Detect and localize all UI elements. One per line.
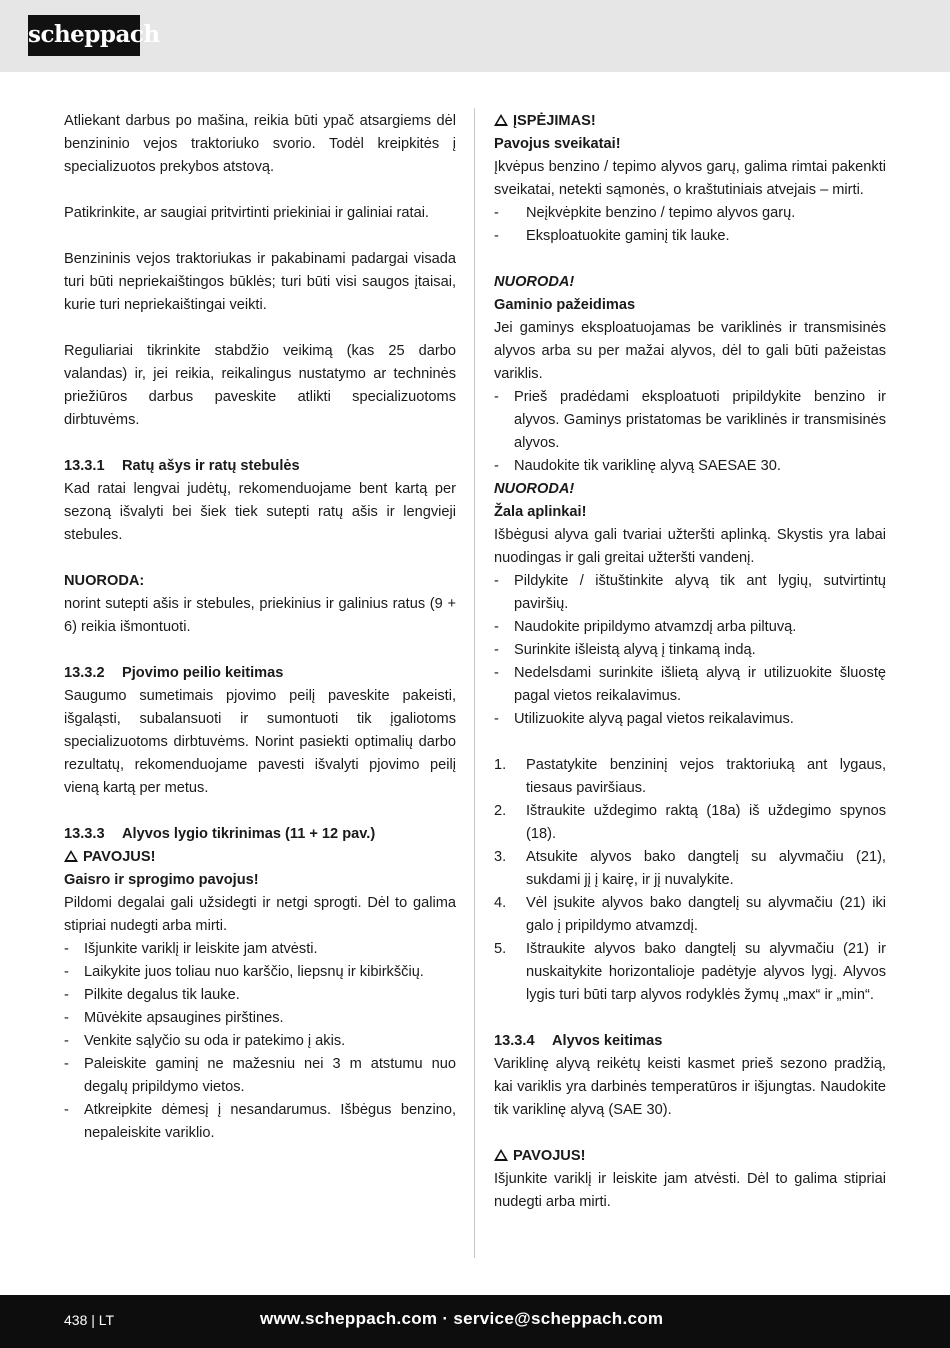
note-label: NUORODA! [494,274,575,290]
list-item: - Neįkvėpkite benzino / tepimo alyvos garų. [494,202,886,225]
section-heading-13-3-4: 13.3.4 Alyvos keitimas [494,1033,663,1049]
note-text: norint sutepti ašis ir stebules, priekinius ir galinius ratus (9 + 6) reikia išmontuoti. [64,596,456,635]
list-item: - Naudokite pripildymo atvamzdį arba piltuvą. [494,616,886,639]
danger-text: Išjunkite variklį ir leiskite jam atvėsti. Dėl to galima stipriai nudegti arba mirti. [494,1171,886,1210]
list-item: - Paleiskite gaminį ne mažesniu nei 3 m atstumu nuo degalų pripildymo vietos. [64,1053,456,1099]
page-header [0,0,950,72]
list-item: - Laikykite juos toliau nuo karščio, liepsnų ir kibirkščių. [64,961,456,984]
step-item: 1. Pastatykite benzininį vejos traktoriuką ant lygaus, tiesaus paviršiaus. [494,757,886,796]
footer-contact-links: www.scheppach.com · service@scheppach.com [260,1309,664,1328]
list-item: - Mūvėkite apsaugines pirštines. [64,1007,456,1030]
danger-title: Gaisro ir sprogimo pavojus! [64,872,259,888]
list-item: - Pilkite degalus tik lauke. [64,984,456,1007]
paragraph: Kad ratai lengvai judėtų, rekomenduojame bent kartą per sezoną išvalyti bei šiek tiek sutepti ratų ašis ir lengvieji stebules. [64,481,456,543]
note-label: NUORODA! [494,481,575,497]
section-heading-13-3-1: 13.3.1 Ratų ašys ir ratų stebulės [64,458,300,474]
note-title: Žala aplinkai! [494,504,587,520]
danger-text: Pildomi degalai gali užsidegti ir netgi sprogti. Dėl to galima stipriai nudegti arba mirti. [64,895,456,934]
scheppach-logo: scheppach [28,15,140,56]
list-item: - Eksploatuokite gaminį tik lauke. [494,225,886,248]
list-item: - Atkreipkite dėmesį į nesandarumus. Išbėgus benzino, nepaleiskite variklio. [64,1099,456,1145]
warning-triangle-icon [64,850,78,862]
list-item: - Išjunkite variklį ir leiskite jam atvėsti. [64,938,456,961]
list-item: - Pildykite / ištuštinkite alyvą tik ant lygių, sutvirtintų paviršių. [494,570,886,616]
left-column [64,110,456,1145]
note-text: Išbėgusi alyva gali tvariai užteršti aplinką. Skystis yra labai nuodingas ir gali greitai užteršti vandenį. [494,527,886,566]
page-number: 438 | LT [64,1312,115,1328]
step-item: 5. Ištraukite alyvos bako dangtelį su alyvmačiu (21) ir nuskaitykite horizontalioje padėtyje alyvos lygį. Alyvos lygis turi būti tarp alyvos rodyklės žymų „max“ ir „min“. [494,941,886,1003]
step-item: 3. Atsukite alyvos bako dangtelį su alyvmačiu (21), sukdami jį į kairę, ir jį nuvalykite. [494,849,886,888]
column-divider [474,108,475,1258]
danger-label: PAVOJUS! [64,846,456,869]
paragraph: Saugumo sumetimais pjovimo peilį paveskite pakeisti, išgaląsti, subalansuoti ir sumontuoti tik įgaliotoms specializuotoms dirbtuvėms. Norint pasiekti optimalių darbo rezultatų, rekomenduojame pavesti išvalyti pjovimo peilį vieną kartą per metus. [64,688,456,796]
warning-triangle-icon [494,1149,508,1161]
step-item: 2. Ištraukite uždegimo raktą (18a) iš uždegimo spynos (18). [494,803,886,842]
page-footer [0,1295,950,1348]
section-heading-13-3-3: 13.3.3 Alyvos lygio tikrinimas (11 + 12 pav.) [64,826,376,842]
note-list [494,386,886,478]
warning-text: Įkvėpus benzino / tepimo alyvos garų, galima rimtai pakenkti sveikatai, netekti sąmonės, o kraštutiniais atvejais – mirti. [494,159,886,198]
danger-label: PAVOJUS! [494,1145,886,1168]
list-item: - Utilizuokite alyvą pagal vietos reikalavimus. [494,708,886,731]
warning-label: ĮSPĖJIMAS! [494,110,886,133]
paragraph: Reguliariai tikrinkite stabdžio veikimą (kas 25 darbo valandas) ir, jei reikia, reikalingus nustatymo ar techninės priežiūros darbus paveskite atlikti specializuotoms dirbtuvėms. [64,343,456,428]
note-list [494,570,886,731]
list-item: - Prieš pradėdami eksploatuoti pripildykite benzino ir alyvos. Gaminys pristatomas be variklinės ir transmisinės alyvos. [494,386,886,455]
list-item: - Naudokite tik variklinę alyvą SAESAE 30. [494,455,886,478]
note-label: NUORODA: [64,573,145,589]
section-heading-13-3-2: 13.3.2 Pjovimo peilio keitimas [64,665,284,681]
paragraph: Atliekant darbus po mašina, reikia būti ypač atsargiems dėl benzininio vejos traktoriuko svorio. Todėl kreipkitės į specializuotos prekybos atstovą. [64,113,456,175]
paragraph: Patikrinkite, ar saugiai pritvirtinti priekiniai ir galiniai ratai. [64,205,429,221]
warning-triangle-icon [494,114,508,126]
danger-list [64,938,456,1145]
list-item: - Venkite sąlyčio su oda ir patekimo į akis. [64,1030,456,1053]
paragraph: Benzininis vejos traktoriukas ir pakabinami padargai visada turi būti nepriekaištingos būklės; turi būti visi saugos įtaisai, kurie turi nepriekaištingai veikti. [64,251,456,313]
warning-list [494,202,886,248]
right-column [494,110,886,1214]
note-title: Gaminio pažeidimas [494,297,636,313]
list-item: - Nedelsdami surinkite išlietą alyvą ir utilizuokite šluostę pagal vietos reikalavimus. [494,662,886,708]
warning-title: Pavojus sveikatai! [494,136,621,152]
note-text: Jei gaminys eksploatuojamas be variklinės ir transmisinės alyvos arba su per mažai alyvos, dėl to gali būti pažeistas variklis. [494,320,886,382]
list-item: - Surinkite išleistą alyvą į tinkamą indą. [494,639,886,662]
steps-list [494,754,886,1007]
step-item: 4. Vėl įsukite alyvos bako dangtelį su alyvmačiu (21) iki galo į pripildymo atvamzdį. [494,895,886,934]
paragraph: Variklinę alyvą reikėtų keisti kasmet prieš sezono pradžią, kai variklis yra darbinės temperatūros ir išjungtas. Naudokite tik variklinę alyvą (SAE 30). [494,1056,886,1118]
